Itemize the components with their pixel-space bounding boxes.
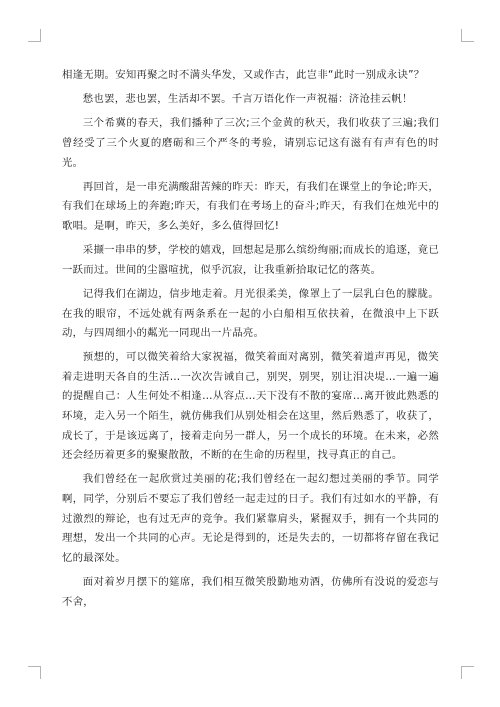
paragraph-3: 三个希冀的春天，我们播种了三次;三个金黄的秋天，我们收获了三遍;我们曾经受了三个火夏的磨砺和三个严冬的考验，请别忘记这有滋有有声有色的时光。 (62, 117, 439, 169)
paragraph-7: 预想的，可以微笑着给大家祝福，微笑着面对离别，微笑着道声再见，微笑着走进明天各自的生活…一次次告诫自己，别哭，别哭，别让泪决堤…一遍一遍的提醒自己：人生何处不相逢…从容点…天下没有不散的宴席…离开彼此熟悉的环境，走入另一个陌生，就仿佛我们从别处相会在这里，然后熟悉了，收获了，成长了，于是该远离了，接着走向另一群人，另一个成长的环境。在未来，必然还会经历着更多的聚聚散散，不断的在生命的历程里，找寻真正的自己。 (62, 351, 439, 462)
paragraph-6: 记得我们在湖边，信步地走着。月光很柔美，像罩上了一层乳白色的朦胧。在我的眼帘，不远处就有两条系在一起的小白船相互依扶着，在微浪中上下跃动，与四周细小的粼光一同现出一片晶亮。 (62, 287, 439, 340)
paragraph-8: 我们曾经在一起欣赏过美丽的花;我们曾经在一起幻想过美丽的季节。同学啊，同学，分别后不要忘了我们曾经一起走过的日子。我们有过如水的平静，有过激烈的辩论，也有过无声的竞争。我们紧靠肩头，紧握双手，拥有一个共同的理想，发出一个共同的心声。无论是得到的，还是失去的，一切都将存留在我记忆的最深处。 (62, 473, 439, 564)
paragraph-9: 面对着岁月摆下的筵席，我们相互微笑殷勤地劝酒，仿佛所有没说的爱恋与不舍， (62, 576, 439, 608)
paragraph-2: 愁也罢，悲也罢，生活却不罢。千言万语化作一声祝福：济沧挂云帆！ (82, 93, 413, 106)
paragraph-5: 采撷一串串的梦，学校的嬉戏，回想起是那么缤纷绚丽;而成长的追逐，竟已一跃而过。世间的尘嚣喧扰，似乎沉寂，让我重新拾取记忆的落英。 (62, 244, 439, 276)
crop-mark-top-left (28, 29, 41, 42)
crop-mark-bottom-left (28, 666, 41, 679)
crop-mark-bottom-right (461, 666, 474, 679)
document-body (62, 66, 439, 617)
crop-mark-top-right (461, 29, 474, 42)
paragraph-4: 再回首，是一串充满酸甜苦辣的昨天：昨天，有我们在课堂上的争论;昨天，有我们在球场上的奔跑;昨天，有我们在考场上的奋斗;昨天，有我们在烛光中的歌唱。是啊，昨天，多么美好，多么值得回忆! (62, 180, 439, 232)
paragraph-1: 相逢无期。安知再聚之时不满头华发，又或作古，此岂非“此时一别成永诀”？ (62, 69, 425, 81)
